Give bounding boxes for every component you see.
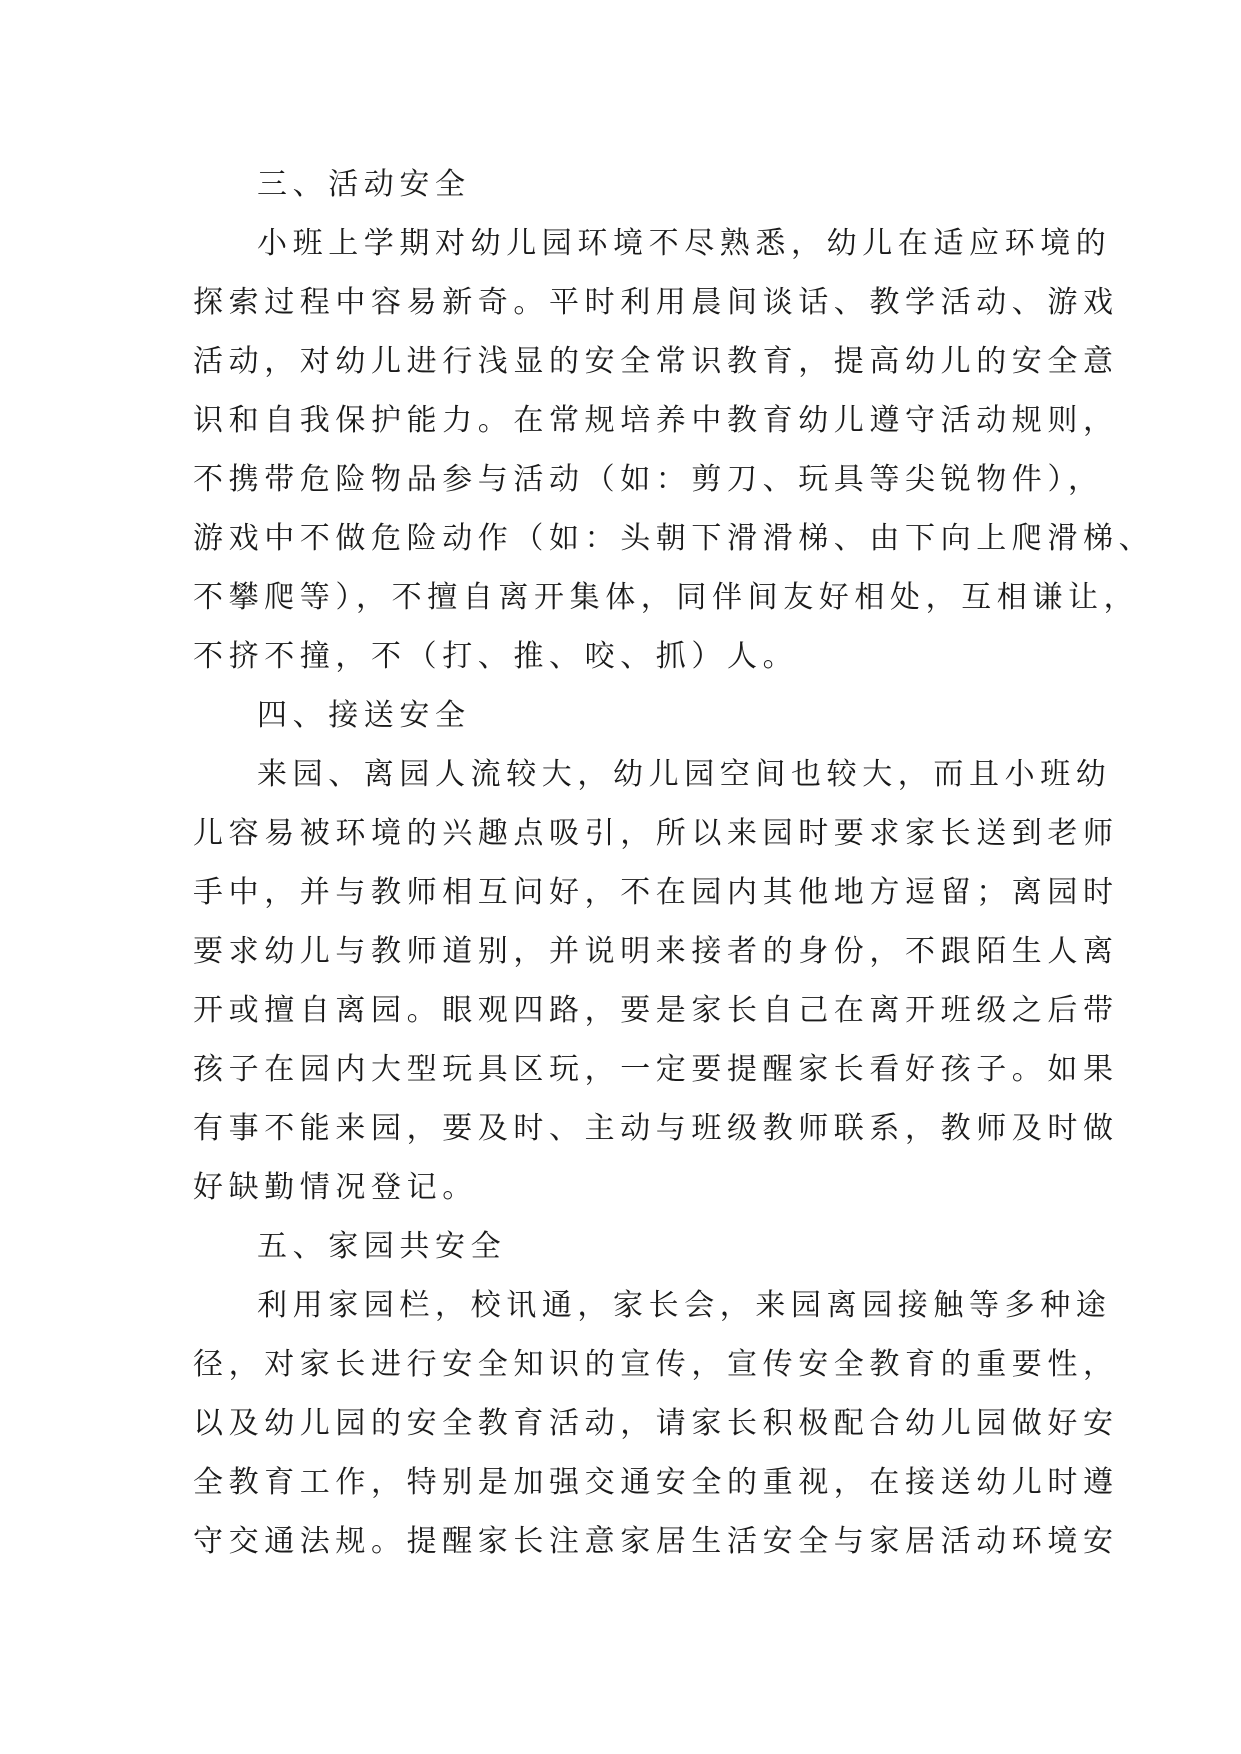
paragraph-line: 手中，并与教师相互问好，不在园内其他地方逗留；离园时 (193, 875, 1119, 910)
paragraph-line: 不攀爬等），不擅自离开集体，同伴间友好相处，互相谦让， (193, 580, 1140, 615)
paragraph-line: 不携带危险物品参与活动（如：剪刀、玩具等尖锐物件）， (193, 462, 1104, 497)
paragraph-line: 探索过程中容易新奇。平时利用晨间谈话、教学活动、游戏 (193, 285, 1119, 320)
paragraph-line: 不挤不撞，不（打、推、咬、抓）人。 (193, 639, 799, 674)
section-heading-home-school-safety: 五、家园共安全 (257, 1229, 507, 1264)
paragraph-line: 要求幼儿与教师道别，并说明来接者的身份，不跟陌生人离 (193, 934, 1119, 969)
paragraph-line: 以及幼儿园的安全教育活动，请家长积极配合幼儿园做好安 (193, 1406, 1119, 1441)
paragraph-line: 识和自我保护能力。在常规培养中教育幼儿遵守活动规则， (193, 403, 1119, 438)
paragraph-line: 全教育工作，特别是加强交通安全的重视，在接送幼儿时遵 (193, 1465, 1119, 1500)
section-heading-activity-safety: 三、活动安全 (257, 167, 471, 202)
paragraph-line: 守交通法规。提醒家长注意家居生活安全与家居活动环境安 (193, 1524, 1119, 1559)
paragraph-line: 开或擅自离园。眼观四路，要是家长自己在离开班级之后带 (193, 993, 1119, 1028)
paragraph-line: 好缺勤情况登记。 (193, 1170, 478, 1205)
paragraph-line: 有事不能来园，要及时、主动与班级教师联系，教师及时做 (193, 1111, 1119, 1146)
paragraph-line: 儿容易被环境的兴趣点吸引，所以来园时要求家长送到老师 (193, 816, 1119, 851)
paragraph-line: 小班上学期对幼儿园环境不尽熟悉，幼儿在适应环境的 (257, 226, 1112, 261)
paragraph-line: 游戏中不做危险动作（如：头朝下滑滑梯、由下向上爬滑梯、 (193, 521, 1155, 556)
document-body (193, 155, 1155, 1571)
paragraph-line: 利用家园栏，校讯通，家长会，来园离园接触等多种途 (257, 1288, 1112, 1323)
paragraph-line: 径，对家长进行安全知识的宣传，宣传安全教育的重要性， (193, 1347, 1119, 1382)
paragraph-line: 孩子在园内大型玩具区玩，一定要提醒家长看好孩子。如果 (193, 1052, 1119, 1087)
section-heading-pickup-safety: 四、接送安全 (257, 698, 471, 733)
paragraph-line: 活动，对幼儿进行浅显的安全常识教育，提高幼儿的安全意 (193, 344, 1119, 379)
paragraph-line: 来园、离园人流较大，幼儿园空间也较大，而且小班幼 (257, 757, 1112, 792)
